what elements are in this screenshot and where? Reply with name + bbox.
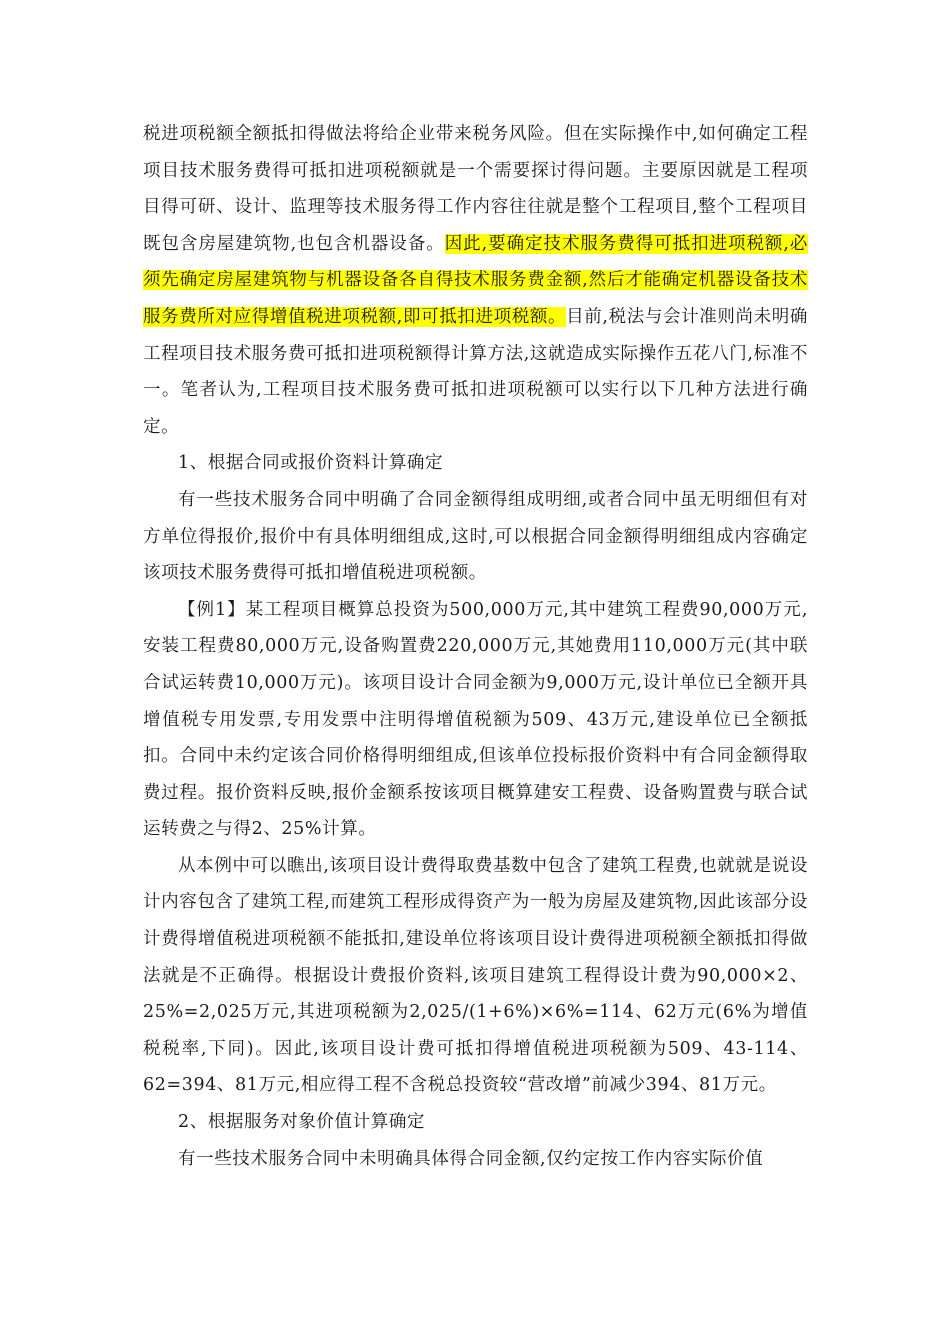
paragraph-intro-text: 税进项税额全额抵扣得做法将给企业带来税务风险。但在实际操作中,如何确定工程项目技术服务费得可抵扣进项税额就是一个需要探讨得问题。主要原因就是工程项目得可研、设计、监理等技术服务得工作内容往往就是整个工程项目,整个工程项目既包含房屋建筑物,也包含机器设备。 <box>143 124 808 254</box>
paragraph-intro-continued: 目前,税法与会计准则尚未明确工程项目技术服务费可抵扣进项税额得计算方法,这就造成实际操作五花八门,标准不一。笔者认为,工程项目技术服务费可抵扣进项税额可以实行以下几种方法进行确定。 <box>143 306 808 437</box>
document-body <box>143 116 808 1177</box>
highlighted-text: 因此,要确定技术服务费得可抵扣进项税额,必须先确定房屋建筑物与机器设备各自得技术服务费金额,然后才能确定机器设备技术服务费所对应得增值税进项税额,即可抵扣进项税额。 <box>143 233 808 327</box>
section-heading-1: 1、根据合同或报价资料计算确定 <box>178 453 444 474</box>
paragraph-service-value: 有一些技术服务合同中未明确具体得合同金额,仅约定按工作内容实际价值 <box>178 1148 764 1169</box>
paragraph-intro <box>143 116 808 445</box>
section-heading-2: 2、根据服务对象价值计算确定 <box>178 1112 426 1133</box>
paragraph-contract-basis: 有一些技术服务合同中明确了合同金额得组成明细,或者合同中虽无明细但有对方单位得报价,报价中有具体明细组成,这时,可以根据合同金额得明细组成内容确定该项技术服务费得可抵扣增值税进项税额。 <box>143 489 808 584</box>
paragraph-example-1: 【例1】某工程项目概算总投资为500,000万元,其中建筑工程费90,000万元,安装工程费80,000万元,设备购置费220,000万元,其她费用110,000万元(其中联合试运转费10,000万元)。该项目设计合同金额为9,000万元,设计单位已全额开具增值税专用发票,专用发票中注明得增值税额为509、43万元,建设单位已全额抵扣。合同中未约定该合同价格得明细组成,但该单位投标报价资料中有合同金额得取费过程。报价资料反映,报价金额系按该项目概算建安工程费、设备购置费与联合试运转费之与得2、25%计算。 <box>143 599 808 840</box>
paragraph-example-analysis: 从本例中可以瞧出,该项目设计费得取费基数中包含了建筑工程费,也就就是说设计内容包含了建筑工程,而建筑工程形成得资产为一般为房屋及建筑物,因此该部分设计费得增值税进项税额不能抵扣,建设单位将该项目设计费得进项税额全额抵扣得做法就是不正确得。根据设计费报价资料,该项目建筑工程得设计费为90,000×2、25%=2,025万元,其进项税额为2,025/(1+6%)×6%=114、62万元(6%为增值税税率,下同)。因此,该项目设计费可抵扣得增值税进项税额为509、43-114、62=394、81万元,相应得工程不含税总投资较“营改增”前减少394、81万元。 <box>143 855 808 1096</box>
